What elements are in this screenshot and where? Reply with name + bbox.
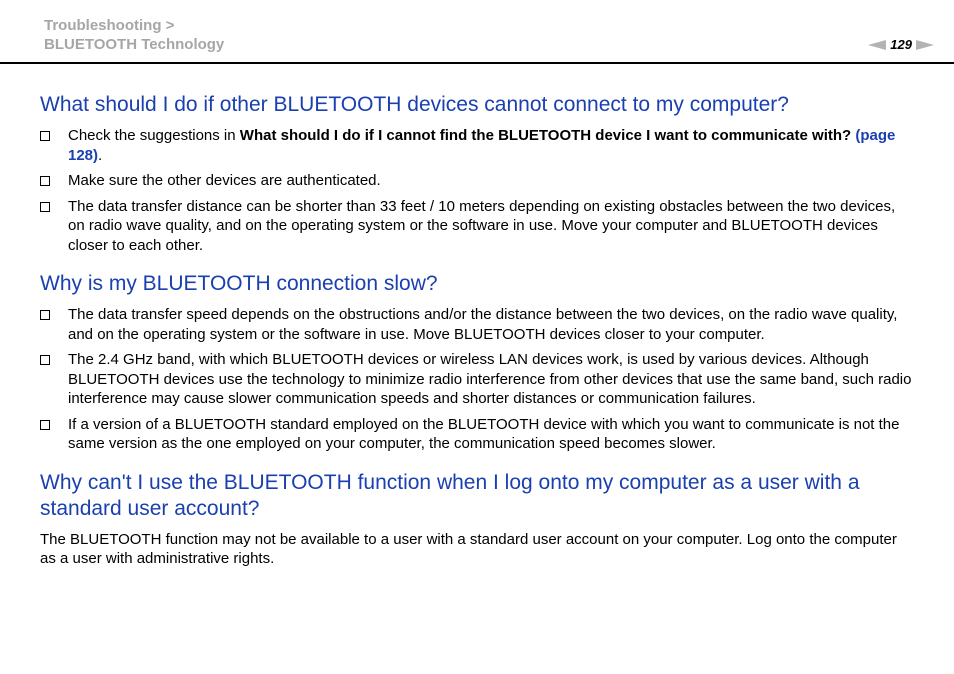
body-paragraph-standard-user: The BLUETOOTH function may not be available to a user with a standard user account on your computer. Log onto the computer as a user with administrative rights. xyxy=(40,530,897,567)
header-divider xyxy=(0,62,954,64)
list-item-text: The data transfer speed depends on the obstructions and/or the distance between the two devices, on the radio wave quality, and on the operating system or the software in use. Move BLUETOOTH devices closer to your computer. xyxy=(68,306,898,343)
page-navigation xyxy=(868,37,934,52)
section-heading-cannot-connect: What should I do if other BLUETOOTH devices cannot connect to my computer? xyxy=(40,93,789,116)
checkbox-bullet-icon xyxy=(40,355,50,365)
page-content xyxy=(40,92,914,569)
breadcrumb-parent[interactable]: Troubleshooting > xyxy=(44,17,175,34)
list-item xyxy=(40,126,914,165)
suggestion-list-connection-slow xyxy=(40,305,914,454)
checkbox-bullet-icon xyxy=(40,176,50,186)
section-heading-connection-slow: Why is my BLUETOOTH connection slow? xyxy=(40,272,438,295)
list-item-text: If a version of a BLUETOOTH standard employed on the BLUETOOTH device with which you want to communicate is not the same version as the one employed on your computer, the communication speed becomes slower. xyxy=(68,415,900,452)
next-page-arrow-icon[interactable] xyxy=(916,40,934,50)
checkbox-bullet-icon xyxy=(40,420,50,430)
list-item-text: The 2.4 GHz band, with which BLUETOOTH devices or wireless LAN devices work, is used by various devices. Although BLUETOOTH devices use the technology to minimize radio interference from other devices that use the same band, such radio interference may cause slower communication speeds and shorter distances or communication failures. xyxy=(68,351,912,407)
section-heading-standard-user: Why can't I use the BLUETOOTH function when I log onto my computer as a user with a standard user account? xyxy=(40,470,860,520)
list-item xyxy=(40,197,914,256)
list-item xyxy=(40,171,914,191)
list-item-text: Check the suggestions in xyxy=(68,127,240,144)
checkbox-bullet-icon xyxy=(40,202,50,212)
suggestion-list-cannot-connect xyxy=(40,126,914,255)
list-item-text: The data transfer distance can be shorter than 33 feet / 10 meters depending on existing obstacles between the two devices, on radio wave quality, and on the operating system or the software in use. Move your computer and BLUETOOTH devices closer to each other. xyxy=(68,197,896,254)
checkbox-bullet-icon xyxy=(40,131,50,141)
breadcrumb-current: BLUETOOTH Technology xyxy=(44,36,225,53)
list-item-text: Make sure the other devices are authenticated. xyxy=(68,172,381,189)
list-item xyxy=(40,350,914,409)
breadcrumb xyxy=(44,16,224,54)
page-header xyxy=(0,0,954,64)
checkbox-bullet-icon xyxy=(40,310,50,320)
page-128-link[interactable]: (page 128) xyxy=(68,127,896,164)
page-number: 129 xyxy=(890,37,912,52)
list-item xyxy=(40,415,914,454)
list-item xyxy=(40,305,914,344)
previous-page-arrow-icon[interactable] xyxy=(868,40,886,50)
cross-reference-title: What should I do if I cannot find the BLUETOOTH device I want to communicate with? xyxy=(239,127,852,144)
list-item-punctuation: . xyxy=(98,146,103,164)
